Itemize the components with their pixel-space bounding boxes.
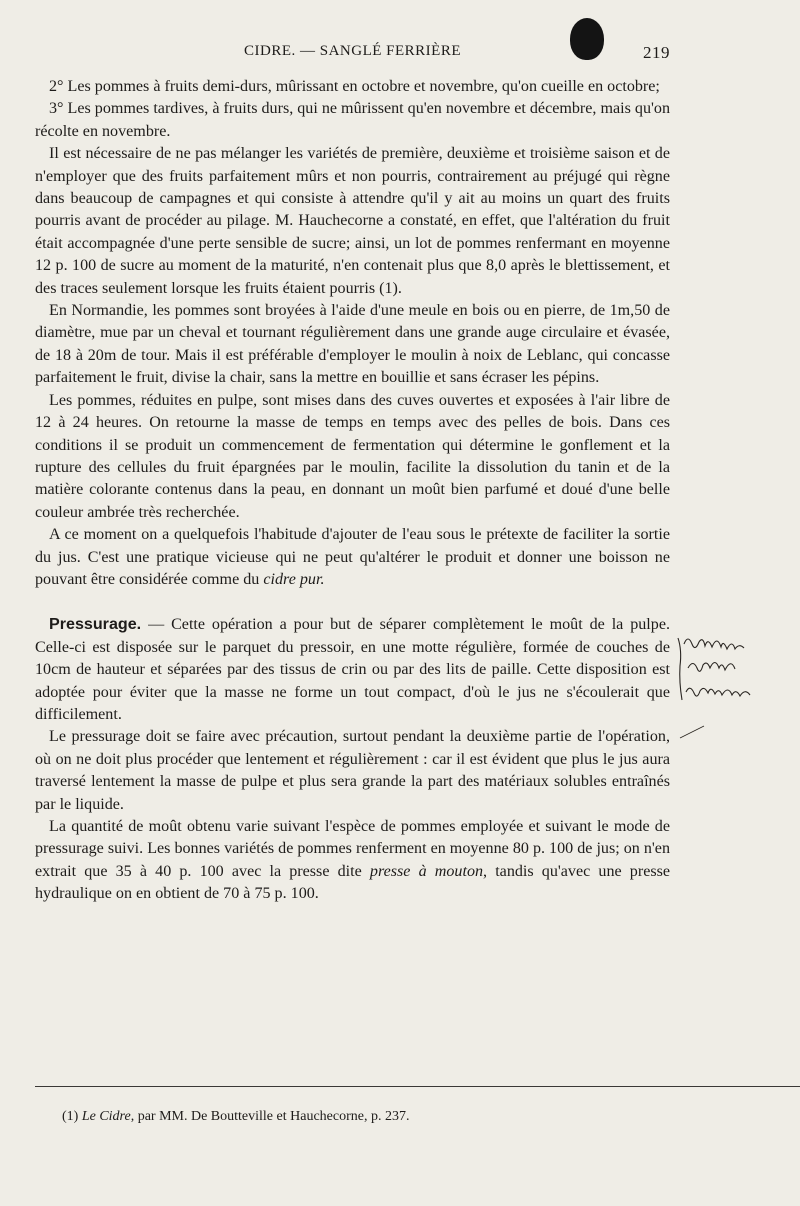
paragraph: 3° Les pommes tardives, à fruits durs, qui ne mûrissent qu'en novembre et décembre, mais qu'on récolte en novembre.	[35, 100, 670, 140]
running-head: CIDRE. — SANGLÉ FERRIÈRE	[243, 43, 461, 59]
italic-term: presse à mouton	[369, 862, 484, 880]
paragraph	[35, 816, 670, 906]
footnote-rest: , par MM. De Boutteville et Hauchecorne, p. 237.	[130, 1109, 410, 1124]
paragraph-text: — Cette opération a pour but de séparer complètement le moût de la pulpe. Celle-ci est disposée sur le parquet du pressoir, en une motte régulière, formée de couches de 10cm de hauteur et séparées par des tissus de crin ou par des lits de paille. Cette disposition est adoptée pour éviter que la masse ne forme un tout compact, d'où le jus ne s'écoulerait que difficilement.	[35, 616, 670, 723]
paragraph-text: La quantité de moût obtenu varie suivant l'espèce de pommes employée et suivant le mode de pressurage suivi. Les bonnes variétés de pommes renferment en moyenne 80 p. 100 de jus; on n'en extrait que 35 à 40 p. 100 avec la presse dite	[35, 818, 670, 880]
handwritten-annotation	[676, 630, 796, 740]
footnote	[62, 1109, 702, 1125]
paragraph-text: , tandis qu'avec une presse hydraulique on en obtient de 70 à 75 p. 100.	[35, 862, 671, 903]
body-text	[35, 76, 670, 906]
paragraph: 2° Les pommes à fruits demi-durs, mûrissant en octobre et novembre, qu'on cueille en octobre;	[49, 78, 660, 95]
page-number: 219	[643, 43, 670, 62]
paragraph	[35, 524, 670, 591]
paragraph: Les pommes, réduites en pulpe, sont mises dans des cuves ouvertes et exposées à l'air libre de 12 à 24 heures. On retourne la masse de temps en temps avec des pelles de bois. Dans ces conditions il se produit un commencement de fermentation qui détermine le gonflement et la rupture des cellules du fruit épargnées par le moulin, facilite la dissolution du tanin et de la matière colorante contenus dans la peau, en donnant un moût bien parfumé et doué d'une belle couleur ambrée très recherchée.	[35, 391, 670, 521]
footnote-rule	[35, 1086, 800, 1087]
paragraph-text: A ce moment on a quelquefois l'habitude d'ajouter de l'eau sous le prétexte de faciliter la sortie du jus. C'est une pratique vicieuse qui ne peut qu'altérer le produit et donner une boisson ne pouvant être considérée comme du	[35, 526, 670, 588]
footnote-marker: (1)	[62, 1109, 79, 1124]
paragraph: En Normandie, les pommes sont broyées à l'aide d'une meule en bois ou en pierre, de 1m,50 de diamètre, mue par un cheval et tournant régulièrement dans une grande auge circulaire et évasée, de 18 à 20m de tour. Mais il est préférable d'employer le moulin à noix de Leblanc, qui concasse parfaitement le fruit, divise la chair, sans la mettre en bouillie et sans écraser les pépins.	[35, 302, 670, 387]
page-header	[35, 43, 670, 67]
section-heading: Pressurage.	[49, 615, 142, 634]
italic-term: cidre pur.	[263, 570, 325, 588]
paragraph: Le pressurage doit se faire avec précaution, surtout pendant la deuxième partie de l'opération, où on ne doit plus procéder que lentement et régulièrement : car il est évident que plus le jus aura traversé lentement la masse de pulpe et plus sera grande la part des matériaux solubles entraînés par le liquide.	[35, 728, 670, 813]
footnote-title: Le Cidre	[81, 1109, 131, 1124]
section-paragraph	[35, 613, 670, 726]
paragraph: Il est nécessaire de ne pas mélanger les variétés de première, deuxième et troisième saison et de n'employer que des fruits parfaitement mûrs et non pourris, contrairement au préjugé qui règne dans beaucoup de campagnes et qui consiste à attendre qu'il y ait au moins un quart des fruits pourris avant de procéder au pilage. M. Hauchecorne a constaté, en effet, que l'altération du fruit était accompagnée d'une perte sensible de sucre; ainsi, un lot de pommes renfermant en moyenne 12 p. 100 de sucre au moment de la maturité, n'en contenait plus que 8,0 après le blettissement, et des traces seulement lorsque les fruits étaient pourris (1).	[35, 145, 670, 297]
